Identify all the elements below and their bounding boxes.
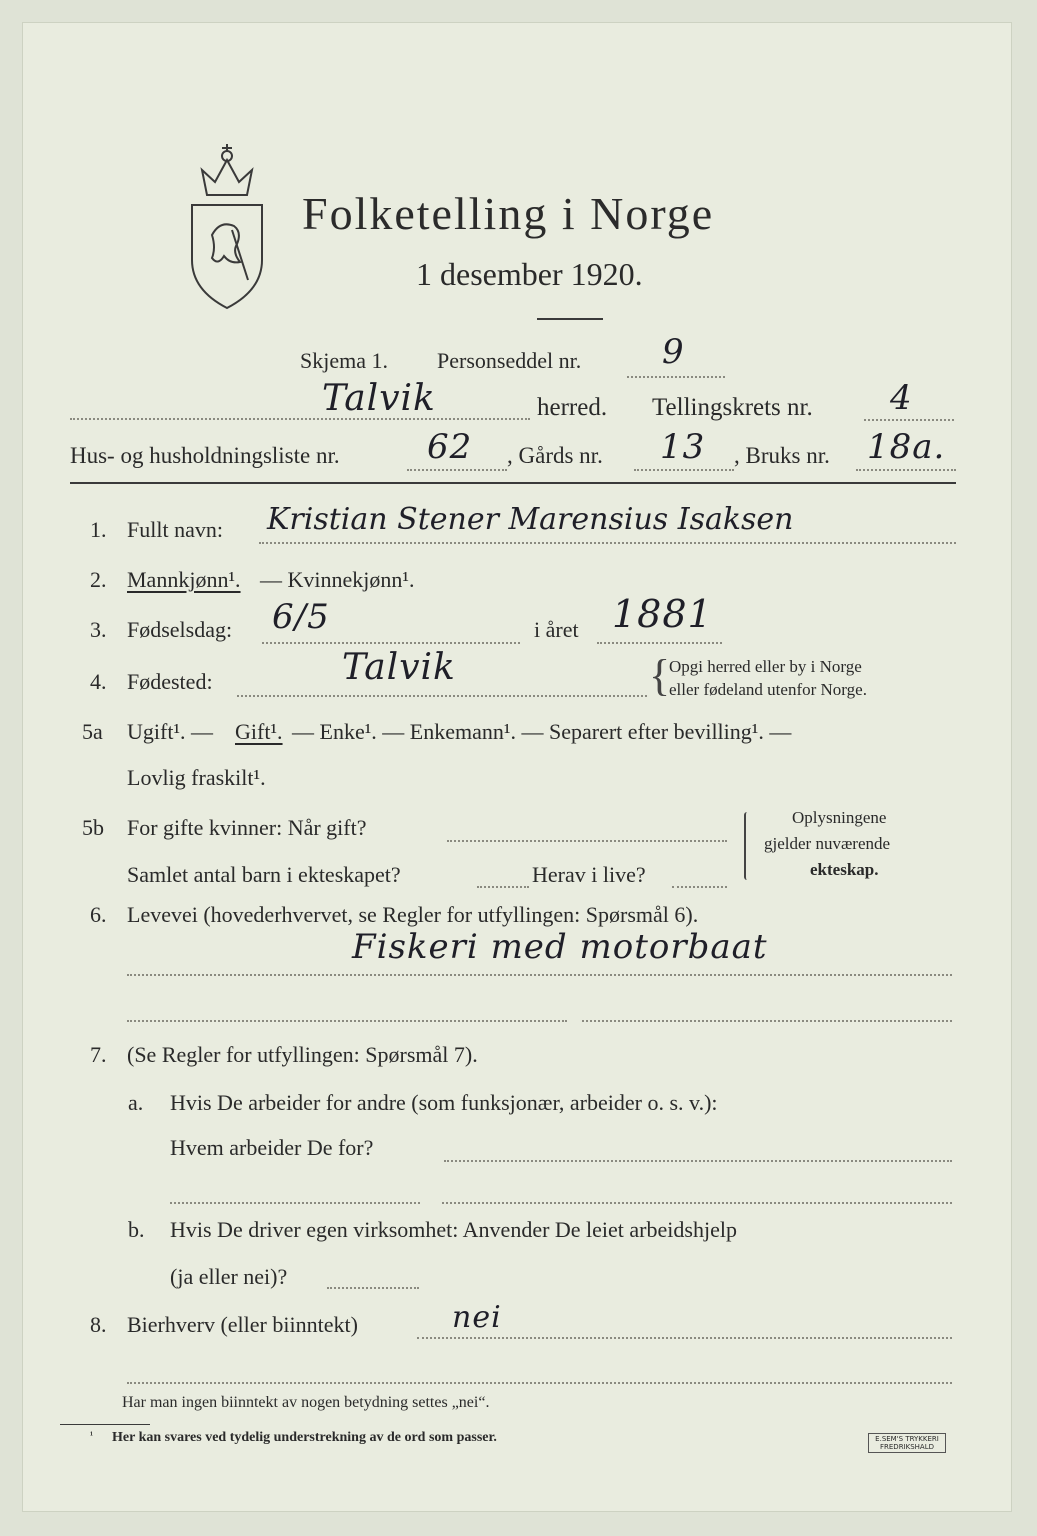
gender-female-option[interactable]: — Kvinnekjønn¹. <box>260 567 415 592</box>
q7b-letter: b. <box>128 1217 145 1242</box>
herred-value[interactable]: Talvik <box>322 378 436 419</box>
q1-line <box>259 542 956 544</box>
q5a-number: 5a <box>82 719 103 744</box>
gards-line <box>634 469 734 471</box>
bruks-value[interactable]: 18a. <box>867 427 946 467</box>
q6-line-1 <box>127 974 952 976</box>
title-divider <box>537 318 603 320</box>
footer-note: Har man ingen biinntekt av nogen betydning settes „nei“. <box>122 1394 490 1411</box>
printer-stamp <box>868 1433 946 1453</box>
q4-line <box>237 695 647 697</box>
q5b-note-3: ekteskap. <box>810 860 879 879</box>
norwegian-coat-of-arms-icon <box>182 140 272 315</box>
marital-other-options[interactable]: — Enke¹. — Enkemann¹. — Separert efter bevilling¹. — <box>292 719 792 744</box>
children-alive-line[interactable] <box>672 886 727 888</box>
printer-city: FREDRIKSHALD <box>879 1443 934 1451</box>
birth-year-value[interactable]: 1881 <box>612 592 713 636</box>
q4-brace: { <box>649 651 671 700</box>
q5b-alive-label: Herav i live? <box>532 862 646 887</box>
marital-divorced-option[interactable]: Lovlig fraskilt¹. <box>127 765 266 790</box>
q3-year-line <box>597 642 722 644</box>
gards-value[interactable]: 13 <box>660 427 706 467</box>
header-rule <box>70 482 956 484</box>
q8-line-2 <box>127 1382 952 1384</box>
q4-number: 4. <box>90 669 107 694</box>
tellingskrets-value[interactable]: 4 <box>890 378 913 418</box>
footnote-rule <box>60 1424 150 1425</box>
herred-line <box>70 418 530 420</box>
q8-label: Bierhverv (eller biinntekt) <box>127 1312 358 1337</box>
q7b-yesno-label: (ja eller nei)? <box>170 1264 288 1289</box>
bruks-label: , Bruks nr. <box>734 443 830 468</box>
q4-label: Fødested: <box>127 669 213 694</box>
q6-number: 6. <box>90 902 107 927</box>
tellingskrets-line <box>864 419 954 421</box>
marital-unmarried-option[interactable]: Ugift¹. — <box>127 719 214 744</box>
married-when-line[interactable] <box>447 840 727 842</box>
printer-name: E.SEM'S TRYKKERI <box>875 1435 939 1443</box>
footnote-mark: ¹ <box>90 1430 93 1441</box>
q6-line-2a <box>127 1020 567 1022</box>
q5b-note-1: Oplysningene <box>792 808 887 827</box>
herred-label: herred. <box>537 394 608 421</box>
q5b-label: For gifte kvinner: Når gift? <box>127 815 367 840</box>
q1-label: Fullt navn: <box>127 517 223 542</box>
husliste-value[interactable]: 62 <box>427 427 473 467</box>
employer-line-2b <box>442 1202 952 1204</box>
form-title: Folketelling i Norge <box>302 188 715 239</box>
q3-label: Fødselsdag: <box>127 617 233 642</box>
q8-number: 8. <box>90 1312 107 1337</box>
q5b-children-label: Samlet antal barn i ekteskapet? <box>127 862 401 887</box>
children-total-line[interactable] <box>477 886 529 888</box>
q5b-number: 5b <box>82 815 104 840</box>
full-name-value[interactable]: Kristian Stener Marensius Isaksen <box>267 502 794 537</box>
q5b-note-2: gjelder nuværende <box>764 834 891 853</box>
census-form-sheet <box>22 22 1012 1512</box>
employer-line[interactable] <box>444 1160 952 1162</box>
side-income-value[interactable]: nei <box>452 1300 502 1335</box>
gender-male-option[interactable]: Mannkjønn¹. <box>127 567 241 592</box>
q6-label: Levevei (hovederhvervet, se Regler for utfyllingen: Spørsmål 6). <box>127 902 699 927</box>
q3-line <box>262 642 520 644</box>
q3-year-label: i året <box>534 617 579 642</box>
personseddel-label: Personseddel nr. <box>437 348 582 373</box>
employer-line-2a <box>170 1202 420 1204</box>
birthday-value[interactable]: 6/5 <box>272 597 330 637</box>
q6-line-2b <box>582 1020 952 1022</box>
occupation-value[interactable]: Fiskeri med motorbaat <box>352 927 768 967</box>
q4-note-2: eller fødeland utenfor Norge. <box>669 680 867 699</box>
census-date: 1 desember 1920. <box>416 256 643 292</box>
q7a-label: Hvis De arbeider for andre (som funksjonær, arbeider o. s. v.): <box>170 1090 718 1115</box>
skjema-label: Skjema 1. <box>300 348 388 373</box>
q7-number: 7. <box>90 1042 107 1067</box>
birthplace-value[interactable]: Talvik <box>342 647 456 688</box>
tellingskrets-label: Tellingskrets nr. <box>652 394 813 421</box>
q5b-brace <box>744 812 750 880</box>
q7a-letter: a. <box>128 1090 144 1115</box>
q7b-label: Hvis De driver egen virksomhet: Anvender De leiet arbeidshjelp <box>170 1217 737 1242</box>
q1-number: 1. <box>90 517 107 542</box>
gards-label: , Gårds nr. <box>507 443 603 468</box>
q3-number: 3. <box>90 617 107 642</box>
q8-line <box>417 1337 952 1339</box>
q7a-employer-label: Hvem arbeider De for? <box>170 1135 374 1160</box>
q2-number: 2. <box>90 567 107 592</box>
marital-married-option[interactable]: Gift¹. <box>235 719 283 744</box>
husliste-line <box>407 469 507 471</box>
q7-label: (Se Regler for utfyllingen: Spørsmål 7). <box>127 1042 478 1067</box>
bruks-line <box>856 469 956 471</box>
husliste-label: Hus- og husholdningsliste nr. <box>70 443 340 468</box>
personseddel-value[interactable]: 9 <box>662 332 685 372</box>
footnote-text: Her kan svares ved tydelig understrekning av de ord som passer. <box>112 1430 497 1445</box>
q4-note-1: Opgi herred eller by i Norge <box>669 657 862 676</box>
personseddel-line <box>627 376 725 378</box>
hired-help-line[interactable] <box>327 1287 419 1289</box>
